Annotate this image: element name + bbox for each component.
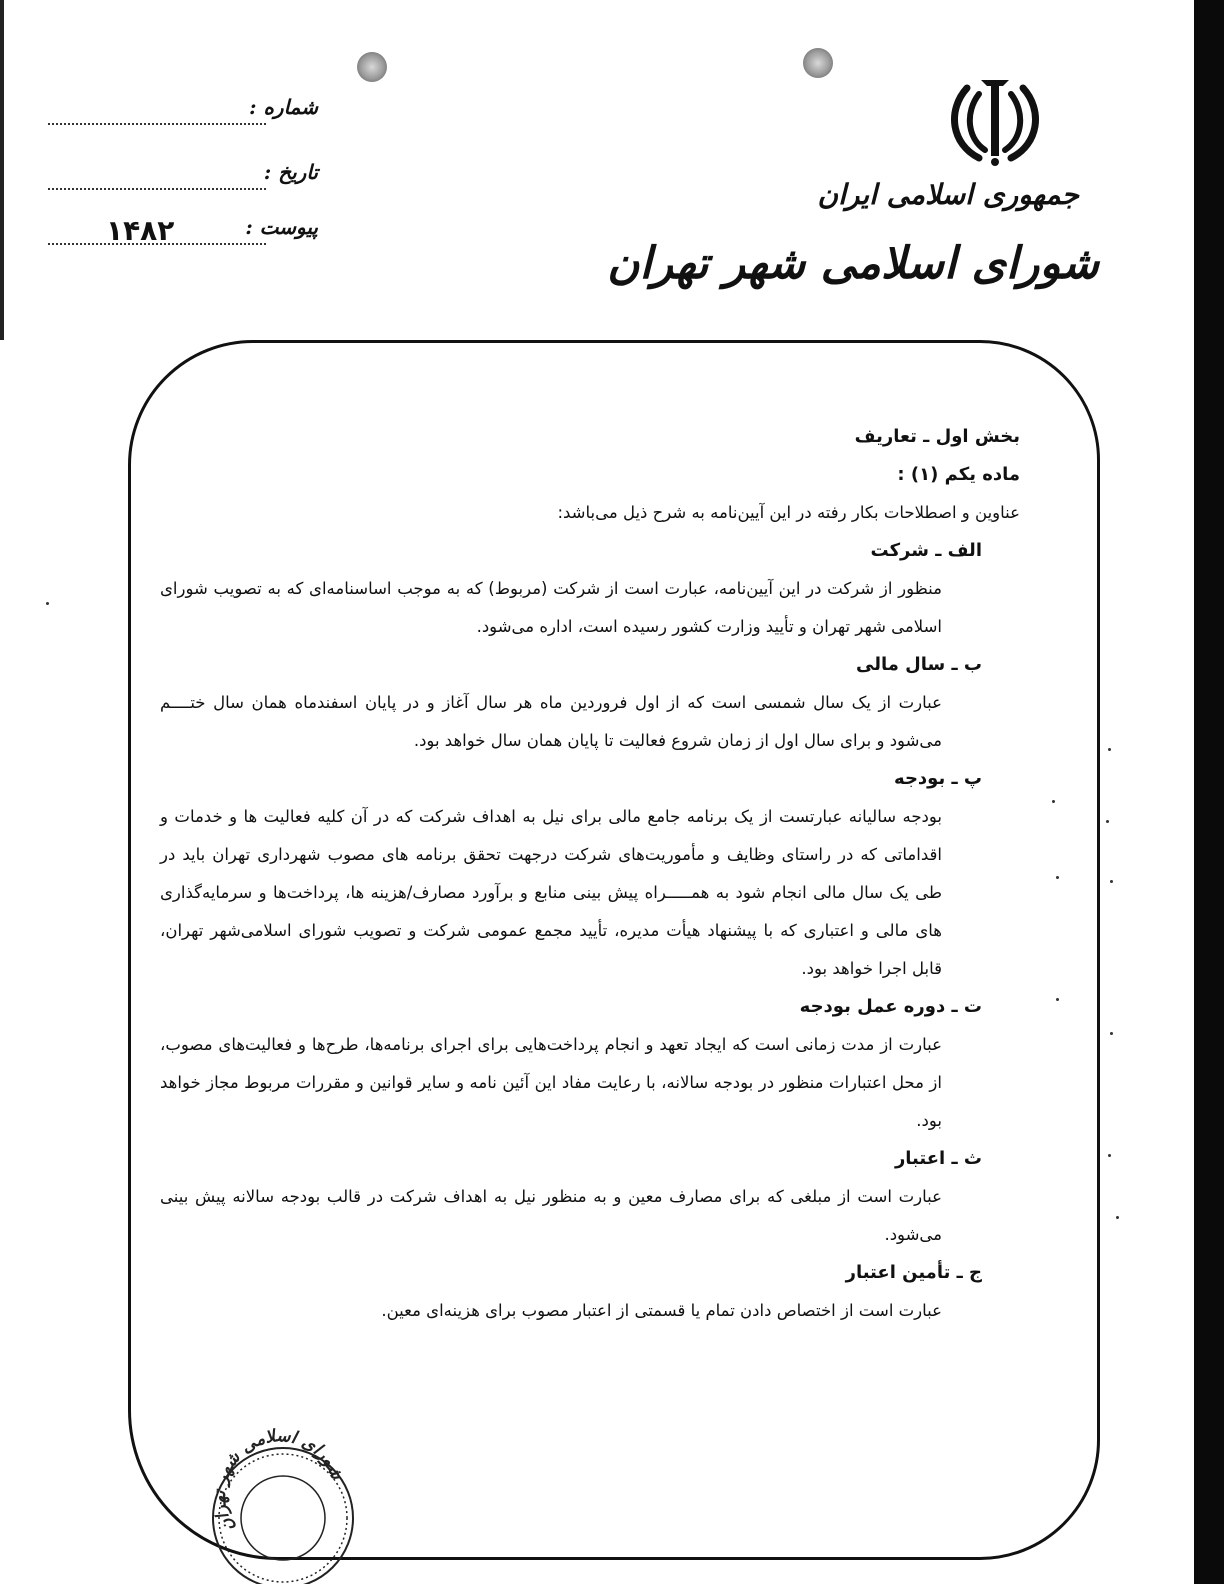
scan-speck xyxy=(1108,1154,1111,1157)
number-label: شماره : xyxy=(249,95,318,119)
svg-text:شورای اسلامی شهر تهران xyxy=(210,1426,347,1535)
definition-text: عبارت از مدت زمانی است که ایجاد تعهد و انجام پرداخت‌هایی برای اجرای برنامه‌ها، طرح‌ها و فعالیت‌های مصوب، از محل اعتبارات منظور در بودجه سالانه، با رعایت مفاد این آئین نامه و سایر قوانین و مقررات مربوط مجاز خواهد بود. xyxy=(160,1035,942,1130)
scan-speck xyxy=(1056,876,1059,879)
date-label: تاریخ : xyxy=(263,160,318,184)
definition-text: منظور از شرکت در این آیین‌نامه، عبارت است از شرکت (مربوط) که به موجب اساسنامه‌ای که به تصویب شورای اسلامی شهر تهران و تأیید وزارت کشور رسیده است، اداره می‌شود. xyxy=(160,579,942,636)
definition-term: ث ـ اعتبار xyxy=(894,1148,982,1169)
scan-speck xyxy=(1052,800,1055,803)
article-title: ماده یکم (۱) : xyxy=(897,464,1020,485)
punch-hole-right xyxy=(803,48,833,78)
definition-term: الف ـ شرکت xyxy=(870,540,982,561)
number-field xyxy=(48,95,318,135)
date-field xyxy=(48,160,318,200)
number-dotted-line xyxy=(48,123,266,125)
seal-text: شورای اسلامی شهر تهران xyxy=(209,1426,347,1536)
scan-speck xyxy=(1110,880,1113,883)
date-dotted-line xyxy=(48,188,266,190)
scan-speck xyxy=(1110,1032,1113,1035)
article-intro: عناوین و اصطلاحات بکار رفته در این آیین‌نامه به شرح ذیل می‌باشد: xyxy=(557,503,1020,522)
section-title: بخش اول ـ تعاریف xyxy=(854,426,1020,447)
council-seal-icon xyxy=(205,1418,355,1584)
scan-edge-left xyxy=(0,0,4,340)
definition-term: ب ـ سال مالی xyxy=(856,654,982,675)
attachment-value: ۱۴۸۲ xyxy=(106,214,175,247)
attachment-field xyxy=(48,215,318,255)
definition-text: عبارت است از اختصاص دادن تمام یا قسمتی از اعتبار مصوب برای هزینه‌ای معین. xyxy=(381,1301,942,1320)
definition-term: ج ـ تأمین اعتبار xyxy=(845,1262,982,1283)
republic-title: جمهوری اسلامی ایران xyxy=(817,178,1079,211)
definition-term: ت ـ دوره عمل بودجه xyxy=(799,996,982,1017)
scan-speck xyxy=(1116,1216,1119,1219)
scan-speck xyxy=(1056,998,1059,1001)
punch-hole-left xyxy=(357,52,387,82)
scan-speck xyxy=(1106,820,1109,823)
regulation-body xyxy=(160,418,1020,1330)
scan-speck xyxy=(46,602,49,605)
attachment-label: پیوست : xyxy=(245,215,318,239)
scan-edge-right xyxy=(1194,0,1224,1584)
definition-text: عبارت است از مبلغی که برای مصارف معین و به منظور نیل به اهداف شرکت در قالب بودجه سالانه پیش بینی می‌شود. xyxy=(160,1187,942,1244)
council-title: شورای اسلامی شهر تهران xyxy=(607,238,1099,289)
definition-text: عبارت از یک سال شمسی است که از اول فروردین ماه هر سال آغاز و در پایان اسفندماه همان سال ختــــم می‌شود و برای سال اول از زمان شروع فعالیت تا پایان همان سال خواهد بود. xyxy=(160,693,942,750)
scan-speck xyxy=(1108,748,1111,751)
definition-text: بودجه سالیانه عبارتست از یک برنامه جامع مالی برای نیل به اهداف شرکت که در آن کلیه فعالیت ها و خدمات و اقداماتی که در راستای وظایف و مأموریت‌های شرکت درجهت تحقق برنامه های مصوب شهرداری تهران باید در طی یک سال مالی انجام شود به همـــــراه پیش بینی منابع و برآورد مصارف/هزینه ها، پرداخت‌ها و سرمایه‌گذاری های مالی و اعتباری که با پیشنهاد هیأت مدیره، تأیید مجمع عمومی شرکت و تصویب شورای اسلامی‌شهر تهران، قابل اجرا خواهد بود. xyxy=(160,807,942,978)
definition-term: پ ـ بودجه xyxy=(894,768,982,789)
iran-emblem-icon xyxy=(945,70,1045,170)
